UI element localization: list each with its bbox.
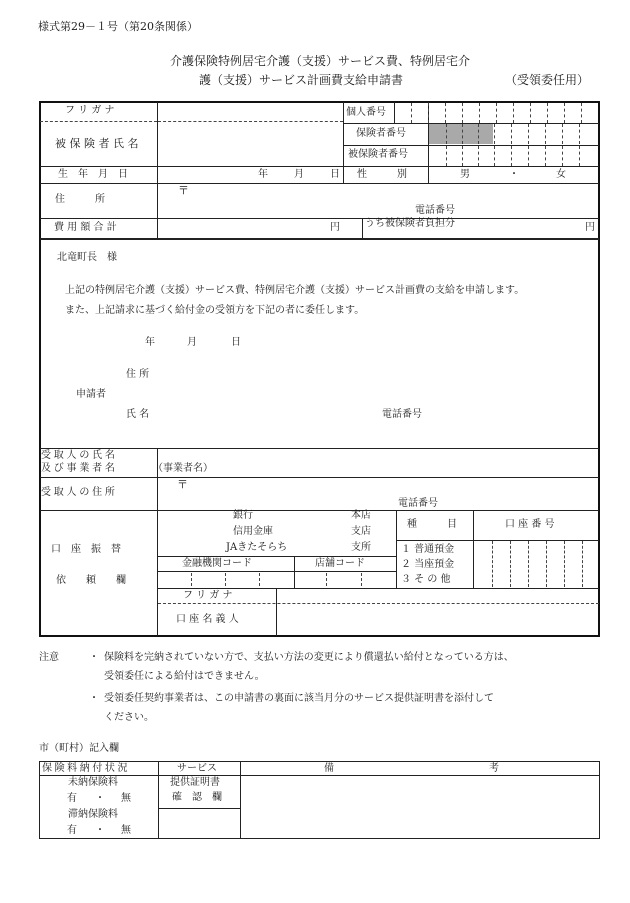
account-number-cell xyxy=(528,541,529,587)
copay-field[interactable] xyxy=(470,220,580,236)
unpaid-dot: ・ xyxy=(95,793,105,804)
total-cost-yen: 円 xyxy=(330,222,340,233)
form-title-line1: 介護保険特例居宅介護（支援）サービス費、特例居宅介 xyxy=(170,54,471,68)
personal-number-cell xyxy=(445,103,446,123)
ja-option[interactable]: JAきたそらち xyxy=(226,542,288,553)
business-name-prefix: （事業者名） xyxy=(153,463,213,474)
city-section-heading: 市（町村）記入欄 xyxy=(39,743,119,754)
row-line xyxy=(40,477,599,478)
insurer-number-cell xyxy=(545,124,546,144)
sex-label: 性 別 xyxy=(357,169,407,180)
arrears-yes-option[interactable]: 有 xyxy=(67,825,77,836)
personal-number-cell xyxy=(530,103,531,123)
note1-bullet: ・ xyxy=(89,652,99,663)
insured-number-cell xyxy=(511,146,512,166)
row-line xyxy=(40,183,599,184)
personal-number-cell xyxy=(513,103,514,123)
applicant-phone-label: 電話番号 xyxy=(382,409,422,420)
service-label: サービス xyxy=(177,763,217,774)
account-number-label: 口 座 番 号 xyxy=(505,519,555,530)
sex-female-option[interactable]: 女 xyxy=(556,169,566,180)
furigana-label: フ リ ガ ナ xyxy=(65,105,115,116)
account-number-cell xyxy=(492,541,493,587)
sub-branch-option[interactable]: 支所 xyxy=(351,542,371,553)
ordinary-deposit-option[interactable]: １ 普通預金 xyxy=(401,544,455,555)
account-holder-label: 口 座 名 義 人 xyxy=(176,614,239,625)
applicant-address-label: 住 所 xyxy=(126,369,150,380)
label-column-divider xyxy=(157,448,158,636)
copay-yen: 円 xyxy=(585,222,595,233)
holder-furigana-field[interactable] xyxy=(278,589,598,602)
sex-male-option[interactable]: 男 xyxy=(460,169,470,180)
form-title-note: （受領委任用） xyxy=(505,73,590,87)
insurer-number-shaded xyxy=(429,124,493,144)
city-column-divider xyxy=(158,762,159,839)
insurer-number-cell xyxy=(478,124,479,144)
payee-address-field[interactable] xyxy=(192,480,597,496)
bank-row-line xyxy=(158,556,396,557)
insured-number-cell xyxy=(528,146,529,166)
remarks-label-1: 備 xyxy=(324,763,334,774)
statement-line2: また、上記請求に基づく給付金の受領方を下記の者に委任します。 xyxy=(65,305,365,316)
payee-postal-mark: 〒 xyxy=(177,478,188,491)
insured-number-cell xyxy=(494,146,495,166)
furigana-field[interactable] xyxy=(160,103,342,120)
personal-number-cell xyxy=(581,103,582,123)
personal-number-cell xyxy=(411,103,412,123)
request-field-label: 依 頼 欄 xyxy=(56,575,126,586)
account-number-cell xyxy=(510,541,511,587)
unpaid-no-option[interactable]: 無 xyxy=(121,793,131,804)
cert-label-2: 確 認 欄 xyxy=(172,792,222,803)
insurer-number-cell xyxy=(579,124,580,144)
note1-line1: 保険料を完納されていない方で、支払い方法の変更により償還払い給付となっている方は、 xyxy=(104,652,514,663)
date-year-unit: 年 xyxy=(145,337,155,348)
numbers-divider xyxy=(343,102,344,183)
row-line xyxy=(40,448,599,449)
remarks-label-2: 考 xyxy=(489,763,499,774)
birth-day-unit: 日 xyxy=(330,169,340,180)
insured-number-cell xyxy=(462,146,463,166)
account-number-cell xyxy=(564,541,565,587)
insurer-number-cell xyxy=(511,124,512,144)
applicant-label: 申請者 xyxy=(76,389,106,400)
note1-line2: 受領委任による給付はできません。 xyxy=(104,671,265,682)
branch-code-cell xyxy=(326,573,327,586)
holder-divider xyxy=(276,588,277,636)
unpaid-yes-option[interactable]: 有 xyxy=(67,793,77,804)
payee-address-label: 受 取 人 の 住 所 xyxy=(41,487,115,498)
unpaid-premium-label: 未納保険料 xyxy=(68,777,118,788)
branch-option[interactable]: 支店 xyxy=(351,526,371,537)
notes-heading: 注意 xyxy=(39,652,59,663)
shinkin-option[interactable]: 信用金庫 xyxy=(233,526,273,537)
insured-name-label: 被 保 険 者 氏 名 xyxy=(55,137,139,150)
applicant-name-label: 氏 名 xyxy=(126,409,150,420)
row-line xyxy=(40,238,599,240)
checking-deposit-option[interactable]: ２ 当座預金 xyxy=(401,559,455,570)
sex-divider xyxy=(428,166,429,183)
institution-code-field[interactable] xyxy=(159,572,293,587)
branch-code-field[interactable] xyxy=(295,572,395,587)
applicant-phone-field[interactable] xyxy=(432,406,587,422)
payee-name-label-1: 受 取 人 の 氏 名 xyxy=(41,450,115,461)
address-label: 住 所 xyxy=(55,194,105,205)
payee-name-field[interactable] xyxy=(222,451,597,475)
arrears-premium-label: 滞納保険料 xyxy=(68,809,118,820)
date-day-unit: 日 xyxy=(231,337,241,348)
insurer-number-cell xyxy=(528,124,529,144)
personal-number-cell xyxy=(496,103,497,123)
personal-number-separator xyxy=(394,102,395,123)
insurer-number-cell xyxy=(446,124,447,144)
cert-check-field[interactable] xyxy=(160,810,238,838)
account-transfer-label: 口 座 振 替 xyxy=(51,544,121,555)
account-type-label: 種 目 xyxy=(407,519,457,530)
date-month-unit: 月 xyxy=(187,337,197,348)
row-line xyxy=(40,510,599,511)
birth-year-unit: 年 xyxy=(258,169,268,180)
personal-number-label: 個人番号 xyxy=(346,107,386,118)
insured-number-cell xyxy=(545,146,546,166)
personal-number-cell xyxy=(428,103,429,123)
phone-label: 電話番号 xyxy=(415,205,455,216)
application-date-field[interactable] xyxy=(100,334,250,350)
account-holder-field[interactable] xyxy=(278,605,598,635)
insurer-number-cell xyxy=(462,124,463,144)
sex-separator-dot: ・ xyxy=(509,169,519,180)
bank-divider xyxy=(396,510,397,588)
city-cert-line xyxy=(158,808,240,809)
insured-number-cell xyxy=(579,146,580,166)
note2-line2: ください。 xyxy=(104,712,154,723)
statement-line1: 上記の特例居宅介護（支援）サービス費、特例居宅介護（支援）サービス計画費の支給を申請します。 xyxy=(65,285,525,296)
insured-name-field[interactable] xyxy=(160,123,342,165)
birth-date-label: 生 年 月 日 xyxy=(58,169,128,180)
furigana-divider xyxy=(158,121,343,122)
account-number-cell xyxy=(582,541,583,587)
institution-code-label: 金融機関コード xyxy=(182,558,252,569)
arrears-no-option[interactable]: 無 xyxy=(121,825,131,836)
payee-phone-label: 電話番号 xyxy=(398,498,438,509)
form-title-line2: 護（支援）サービス計画費支給申請書 xyxy=(199,73,404,87)
insured-number-cell xyxy=(446,146,447,166)
insurer-number-field[interactable] xyxy=(493,124,599,144)
total-cost-label: 費 用 額 合 計 xyxy=(54,222,117,233)
insured-number-field[interactable] xyxy=(429,146,599,166)
label-column-divider xyxy=(157,102,158,238)
bank-option[interactable]: 銀行 xyxy=(233,510,253,521)
address-field[interactable] xyxy=(192,186,597,204)
copay-divider xyxy=(362,218,363,238)
account-number-cell xyxy=(546,541,547,587)
row-line xyxy=(40,218,599,219)
city-column-divider xyxy=(240,762,241,839)
holder-furigana-divider xyxy=(158,603,599,604)
branch-code-label: 店舗コード xyxy=(315,558,365,569)
insurer-number-cell xyxy=(562,124,563,144)
total-cost-field[interactable] xyxy=(160,220,335,236)
insured-number-label: 被保険者番号 xyxy=(348,149,408,160)
birth-month-unit: 月 xyxy=(294,169,304,180)
birth-date-field[interactable] xyxy=(160,168,342,182)
furigana-divider xyxy=(40,121,157,122)
insurer-number-label: 保険者番号 xyxy=(356,128,406,139)
arrears-dot: ・ xyxy=(95,825,105,836)
cert-label-1: 提供証明書 xyxy=(170,777,220,788)
payee-name-label-2: 及 び 事 業 者 名 xyxy=(41,463,115,474)
payment-status-label: 保 険 料 納 付 状 況 xyxy=(42,763,128,774)
personal-number-cell xyxy=(564,103,565,123)
remarks-field[interactable] xyxy=(242,777,598,838)
branch-code-cell xyxy=(361,573,362,586)
personal-number-cell xyxy=(547,103,548,123)
institution-code-cell xyxy=(259,573,260,586)
insured-number-cell xyxy=(562,146,563,166)
head-office-option[interactable]: 本店 xyxy=(351,510,371,521)
row-line xyxy=(40,166,599,167)
applicant-address-field[interactable] xyxy=(165,366,585,382)
applicant-name-field[interactable] xyxy=(165,406,375,422)
note2-line1: 受領委任契約事業者は、この申請書の裏面に該当月分のサービス提供証明書を添付して xyxy=(104,693,494,704)
postal-mark: 〒 xyxy=(178,184,189,197)
personal-number-cell xyxy=(462,103,463,123)
insured-number-cell xyxy=(478,146,479,166)
copay-label: うち被保険者負担分 xyxy=(365,218,455,229)
other-deposit-option[interactable]: ３ そ の 他 xyxy=(401,574,451,585)
note2-bullet: ・ xyxy=(89,693,99,704)
form-number: 様式第29－１号（第20条関係） xyxy=(38,20,198,33)
holder-furigana-label: フ リ ガ ナ xyxy=(183,590,233,601)
personal-number-cell xyxy=(479,103,480,123)
institution-code-cell xyxy=(191,573,192,586)
insurer-number-cell xyxy=(494,124,495,144)
addressee: 北竜町長 様 xyxy=(57,252,117,263)
institution-code-cell xyxy=(225,573,226,586)
city-header-line xyxy=(40,775,599,776)
